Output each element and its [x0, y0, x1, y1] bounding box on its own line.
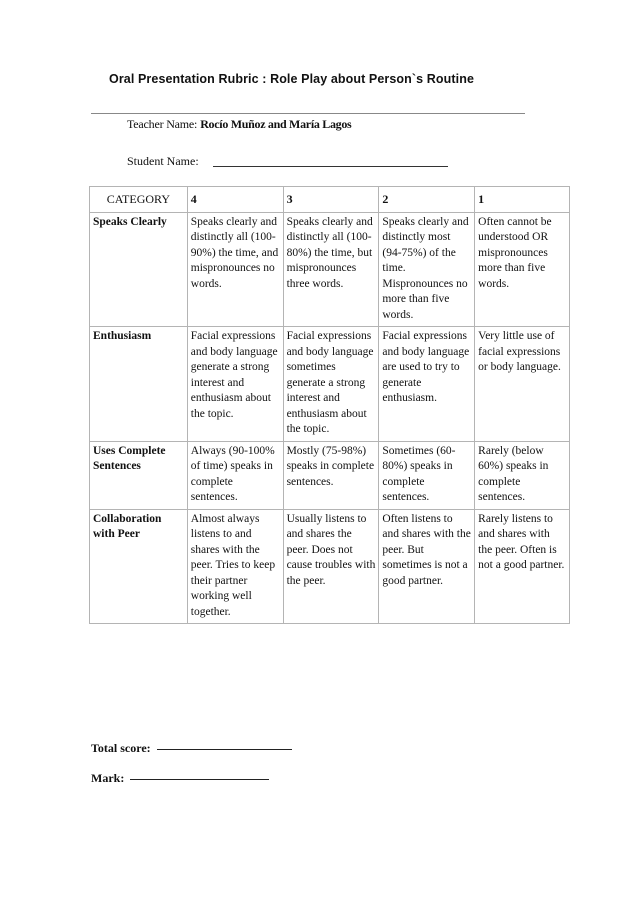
header-level-1: 1 [475, 187, 570, 213]
teacher-name-value: Rocío Muñoz and María Lagos [200, 117, 352, 131]
mark-label: Mark: [91, 771, 125, 785]
table-row [90, 327, 570, 442]
criterion-cell: Sometimes (60-80%) speaks in complete sentences. [379, 441, 475, 509]
table-row [90, 212, 570, 327]
criterion-cell: Always (90-100% of time) speaks in complete sentences. [187, 441, 283, 509]
table-row [90, 509, 570, 624]
criterion-cell: Often cannot be understood OR mispronounces more than five words. [475, 212, 570, 327]
table-row [90, 441, 570, 509]
header-level-4: 4 [187, 187, 283, 213]
title-divider [91, 113, 525, 114]
category-cell: Enthusiasm [90, 327, 188, 442]
document-title: Oral Presentation Rubric : Role Play about Person`s Routine [109, 72, 474, 86]
total-score-label: Total score: [91, 741, 151, 755]
student-name-blank[interactable] [213, 166, 448, 167]
criterion-cell: Usually listens to and shares the peer. Does not cause troubles with the peer. [283, 509, 379, 624]
header-level-2: 2 [379, 187, 475, 213]
total-score-line [91, 741, 292, 756]
criterion-cell: Speaks clearly and distinctly all (100-90%) the time, and mispronounces no words. [187, 212, 283, 327]
criterion-cell: Speaks clearly and distinctly all (100-80%) the time, but mispronounces three words. [283, 212, 379, 327]
header-level-3: 3 [283, 187, 379, 213]
criterion-cell: Rarely listens to and shares with the peer. Often is not a good partner. [475, 509, 570, 624]
mark-blank[interactable] [130, 779, 269, 780]
criterion-cell: Often listens to and shares with the peer. But sometimes is not a good partner. [379, 509, 475, 624]
total-score-blank[interactable] [157, 749, 292, 750]
student-name-label: Student Name: [127, 154, 199, 168]
criterion-cell: Facial expressions and body language are used to try to generate enthusiasm. [379, 327, 475, 442]
mark-line [91, 771, 269, 786]
teacher-name-label: Teacher Name: [127, 117, 198, 131]
category-cell: Speaks Clearly [90, 212, 188, 327]
header-category: CATEGORY [90, 187, 188, 213]
criterion-cell: Almost always listens to and shares with the peer. Tries to keep their partner working well together. [187, 509, 283, 624]
student-name-line [127, 154, 448, 169]
criterion-cell: Speaks clearly and distinctly most (94-75%) of the time. Mispronounces no more than five words. [379, 212, 475, 327]
criterion-cell: Facial expressions and body language sometimes generate a strong interest and enthusiasm about the topic. [283, 327, 379, 442]
rubric-header-row [90, 187, 570, 213]
teacher-name-line [127, 117, 351, 132]
criterion-cell: Rarely (below 60%) speaks in complete sentences. [475, 441, 570, 509]
criterion-cell: Mostly (75-98%) speaks in complete sentences. [283, 441, 379, 509]
rubric-table [89, 186, 570, 624]
category-cell: Collaboration with Peer [90, 509, 188, 624]
category-cell: Uses Complete Sentences [90, 441, 188, 509]
criterion-cell: Facial expressions and body language generate a strong interest and enthusiasm about the topic. [187, 327, 283, 442]
criterion-cell: Very little use of facial expressions or body language. [475, 327, 570, 442]
